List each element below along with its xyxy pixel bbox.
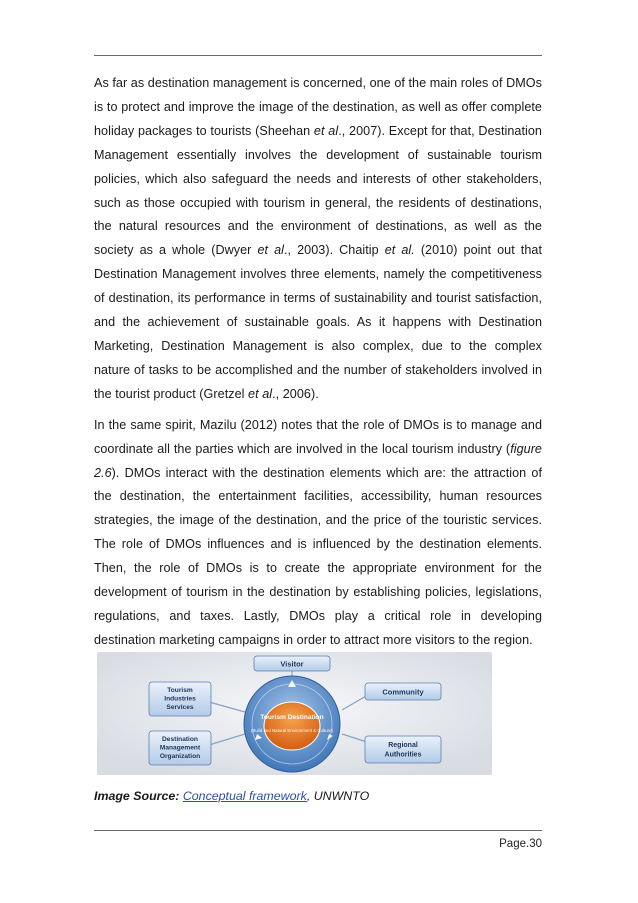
italic-run: et al [313,123,339,138]
text-run: In the same spirit, Mazilu (2012) notes that the role of DMOs is to manage and coordinate all the parties which are involved in the local tourism industry ( [94,417,542,456]
destination-diagram [97,652,492,775]
tourism-industries-line: Industries [164,695,196,703]
tourism-industries-line: Tourism [167,687,193,694]
dmo-line: Destination [162,736,198,743]
italic-run: et al [257,243,284,258]
center-subtitle: (Build and Natural Environment & Culture) [251,728,333,733]
text-run: ., 2006). [272,386,319,401]
text-run: (2010) point out that Destination Management involves three elements, namely the competitiveness of destination, its performance in terms of sustainability and tourist satisfaction, and the achievement of sustainable goals. As it happens with Destination Marketing, Destination Management is also complex, due to the complex nature of tasks to be accomplished and the number of stakeholders involved in the tourist product (Gretzel [94,243,543,401]
visitor-label: Visitor [280,659,304,669]
dmo-line: Organization [159,753,201,760]
italic-run: et al [248,386,273,401]
italic-run: et al. [384,243,415,258]
body-text [94,72,542,653]
center-title: Tourism Destination [260,714,324,721]
tourism-destination-core [264,702,320,750]
community-label: Community [382,687,424,697]
italic-run: figure 2.6 [94,441,542,480]
tourism-industries-line: Services [166,704,194,711]
text-run: ., 2003). Chaitip [283,243,385,258]
text-run: As far as destination management is concerned, one of the main roles of DMOs is to protect and improve the image of the destination, as well as offer complete holiday packages to tourists (Sheehan [94,76,542,138]
caption-label: Image Source: [94,789,180,803]
regional-line: Authorities [384,751,422,759]
regional-box [365,736,441,763]
paragraph-1 [94,72,542,407]
page-number: Page.30 [499,838,542,850]
footer-rule [94,830,542,831]
dmo-line: Management [159,744,201,752]
caption-rest: , UNWNTO [306,789,370,803]
paragraph-2 [94,414,542,653]
header-rule [94,55,542,56]
text-run: ). DMOs interact with the destination elements which are: the attraction of the destination, the entertainment facilities, accessibility, human resources strategies, the image of the destination, and the price of the touristic services. The role of DMOs influences and is influenced by the destination elements. Then, the role of DMOs is to create the appropriate environment for the development of tourism in the destination by establishing policies, legislations, regulations, and taxes. Lastly, DMOs play a critical role in developing destination marketing campaigns in order to attract more visitors to the region. [94,465,542,647]
text-run: ., 2007). Except for that, Destination Management essentially involves the development of sustainable tourism policies, which also safeguard the needs and interests of other stakeholders, such as those occupied with tourism in general, the residents of destinations, the natural resources and the environment of destinations, as well as the society as a whole (Dwyer [94,123,542,258]
caption-link[interactable]: Conceptual framework [182,789,307,803]
regional-line: Regional [388,742,418,749]
image-caption [94,789,369,803]
